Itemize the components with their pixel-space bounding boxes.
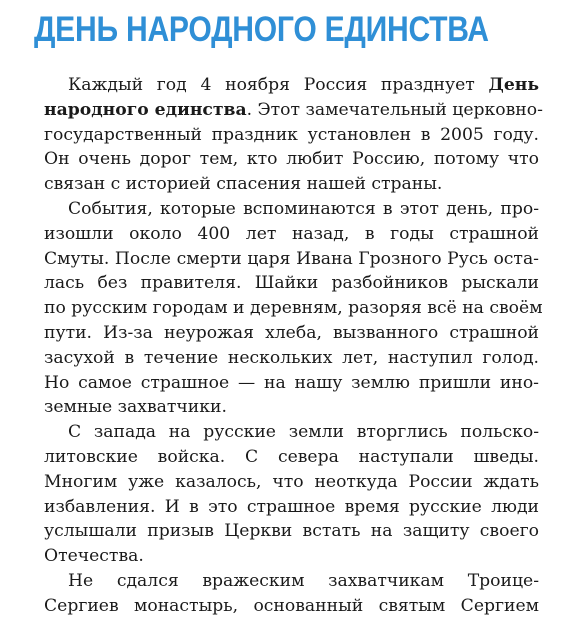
article-body bbox=[44, 73, 543, 619]
text-run: Смуты. После смерти царя Ивана Грозного Русь оста- bbox=[44, 248, 539, 269]
text-run: С запада на русские земли вторглись польско- bbox=[68, 422, 539, 443]
text-line bbox=[44, 569, 539, 594]
text-run: литовские войска. С севера наступали шведы. bbox=[44, 446, 539, 467]
text-line bbox=[44, 594, 539, 619]
text-run: Но самое страшное — на нашу землю пришли ино- bbox=[44, 372, 539, 393]
text-line bbox=[44, 73, 539, 98]
text-line bbox=[44, 346, 539, 371]
text-line bbox=[44, 172, 539, 197]
text-line bbox=[44, 371, 539, 396]
text-line bbox=[44, 271, 539, 296]
text-run: избавления. И в это страшное время русские люди bbox=[44, 496, 539, 517]
text-run: связан с историей спасения нашей страны. bbox=[44, 174, 443, 195]
text-run: засухой в течение нескольких лет, наступил голод. bbox=[44, 347, 539, 368]
text-line bbox=[44, 247, 539, 272]
bold-term: День bbox=[488, 75, 539, 95]
text-run: земные захватчики. bbox=[44, 397, 227, 418]
paragraph bbox=[44, 569, 539, 619]
page-title: ДЕНЬ НАРОДНОГО ЕДИНСТВА bbox=[34, 10, 489, 49]
text-line bbox=[44, 222, 539, 247]
text-run: Каждый год 4 ноября Россия празднует bbox=[68, 75, 489, 95]
text-run: государственный праздник установлен в 2005 году. bbox=[44, 124, 539, 145]
text-run: Многим уже казалось, что неоткуда России ждать bbox=[44, 471, 539, 492]
text-run: услышали призыв Церкви встать на защиту своего bbox=[44, 521, 539, 542]
text-line bbox=[44, 123, 539, 148]
text-line bbox=[44, 544, 539, 569]
text-run: Отечества. bbox=[44, 546, 144, 567]
text-line bbox=[44, 445, 539, 470]
text-run: Он очень дорог тем, кто любит Россию, потому что bbox=[44, 149, 539, 170]
text-line bbox=[44, 98, 543, 123]
paragraph bbox=[44, 73, 543, 197]
text-run: Сергиев монастырь, основанный святым Сергием bbox=[44, 595, 539, 616]
text-run: . Этот замечательный церковно- bbox=[246, 99, 543, 120]
text-line bbox=[44, 420, 539, 445]
text-line bbox=[44, 296, 543, 321]
text-line bbox=[44, 470, 539, 495]
text-line bbox=[44, 147, 539, 172]
text-run: пути. Из-за неурожая хлеба, вызванного страшной bbox=[44, 322, 539, 343]
text-line bbox=[44, 321, 539, 346]
text-run: События, которые вспоминаются в этот день, про- bbox=[68, 198, 539, 219]
text-run: по русским городам и деревням, разоряя всё на своём bbox=[44, 298, 543, 319]
text-line bbox=[44, 395, 539, 420]
text-line bbox=[44, 519, 539, 544]
bold-term: народного единства bbox=[44, 99, 247, 120]
paragraph bbox=[44, 420, 539, 569]
text-line bbox=[44, 495, 539, 520]
paragraph bbox=[44, 197, 543, 420]
text-run: лась без правителя. Шайки разбойников рыскали bbox=[44, 273, 539, 294]
text-run: Не сдался вражеским захватчикам Троице- bbox=[68, 570, 539, 591]
text-run: изошли около 400 лет назад, в годы страшной bbox=[44, 223, 539, 244]
text-line bbox=[44, 197, 539, 222]
